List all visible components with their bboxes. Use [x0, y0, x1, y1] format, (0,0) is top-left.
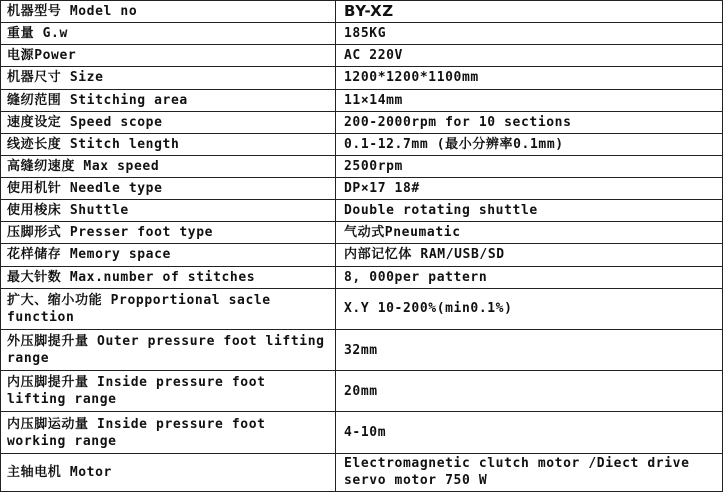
- speed-scope-value: 200-2000rpm for 10 sections: [336, 111, 723, 133]
- inside-foot-lift-value: 20mm: [336, 371, 723, 412]
- table-row: [1, 67, 723, 89]
- stitch-length-value: 0.1-12.7mm (最小分辨率0.1mm): [336, 133, 723, 155]
- table-row: [1, 329, 723, 370]
- scale-function-value: X.Y 10-200%(min0.1%): [336, 288, 723, 329]
- size-label: 机器尺寸 Size: [1, 67, 336, 89]
- outer-foot-lift-label: 外压脚提升量 Outer pressure foot lifting range: [1, 329, 336, 370]
- max-speed-label: 高缝纫速度 Max speed: [1, 155, 336, 177]
- power-value: AC 220V: [336, 45, 723, 67]
- table-row: [1, 89, 723, 111]
- table-row: [1, 412, 723, 453]
- needle-type-value: DP×17 18#: [336, 178, 723, 200]
- max-speed-value: 2500rpm: [336, 155, 723, 177]
- table-row: [1, 200, 723, 222]
- stitching-area-label: 缝纫范围 Stitching area: [1, 89, 336, 111]
- presser-foot-type-label: 压脚形式 Presser foot type: [1, 222, 336, 244]
- table-row: [1, 288, 723, 329]
- max-stitches-label: 最大针数 Max.number of stitches: [1, 266, 336, 288]
- gross-weight-label: 重量 G.w: [1, 23, 336, 45]
- inside-foot-working-value: 4-10m: [336, 412, 723, 453]
- stitching-area-value: 11×14mm: [336, 89, 723, 111]
- max-stitches-value: 8, 000per pattern: [336, 266, 723, 288]
- table-row: [1, 244, 723, 266]
- inside-foot-working-label: 内压脚运动量 Inside pressure foot working range: [1, 412, 336, 453]
- needle-type-label: 使用机针 Needle type: [1, 178, 336, 200]
- outer-foot-lift-value: 32mm: [336, 329, 723, 370]
- motor-value: Electromagnetic clutch motor /Diect drive servo motor 750 W: [336, 453, 723, 491]
- table-row: [1, 133, 723, 155]
- shuttle-label: 使用梭床 Shuttle: [1, 200, 336, 222]
- model-no-label: 机器型号 Model no: [1, 1, 336, 23]
- inside-foot-lift-label: 内压脚提升量 Inside pressure foot lifting range: [1, 371, 336, 412]
- table-row: [1, 111, 723, 133]
- model-no-value: BY-XZ: [336, 1, 723, 23]
- stitch-length-label: 线迹长度 Stitch length: [1, 133, 336, 155]
- table-row: [1, 222, 723, 244]
- table-row: [1, 155, 723, 177]
- speed-scope-label: 速度设定 Speed scope: [1, 111, 336, 133]
- table-row: [1, 178, 723, 200]
- table-row: [1, 371, 723, 412]
- shuttle-value: Double rotating shuttle: [336, 200, 723, 222]
- power-label: 电源Power: [1, 45, 336, 67]
- table-row: [1, 1, 723, 23]
- memory-space-value: 内部记忆体 RAM/USB/SD: [336, 244, 723, 266]
- size-value: 1200*1200*1100mm: [336, 67, 723, 89]
- presser-foot-type-value: 气动式Pneumatic: [336, 222, 723, 244]
- scale-function-label: 扩大、缩小功能 Propportional sacle function: [1, 288, 336, 329]
- table-row: [1, 45, 723, 67]
- motor-label: 主轴电机 Motor: [1, 453, 336, 491]
- memory-space-label: 花样储存 Memory space: [1, 244, 336, 266]
- table-row: [1, 23, 723, 45]
- gross-weight-value: 185KG: [336, 23, 723, 45]
- table-row: [1, 453, 723, 491]
- table-row: [1, 266, 723, 288]
